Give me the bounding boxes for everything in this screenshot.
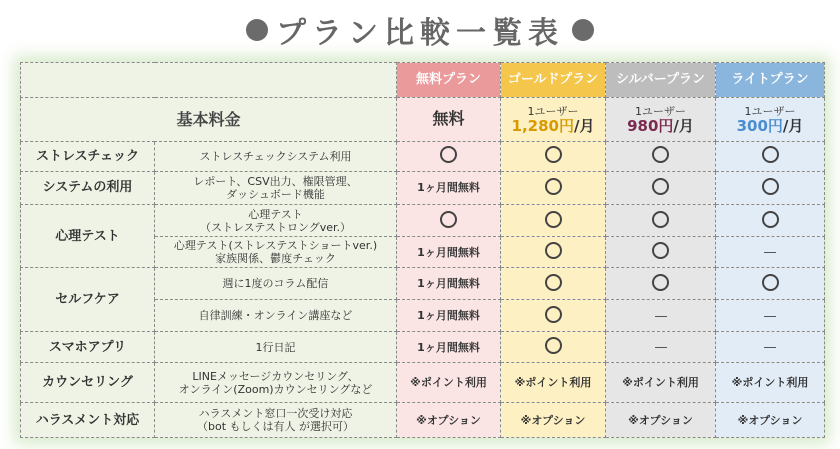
gold-cell <box>501 171 606 205</box>
free-cell <box>397 142 501 171</box>
silver-cell <box>606 268 716 300</box>
header-empty-cell <box>21 63 397 98</box>
feature-cell: 自律訓練・オンライン講座など <box>155 299 397 332</box>
base-fee-gold <box>501 97 606 142</box>
available-icon <box>762 211 779 228</box>
category-cell: システムの利用 <box>21 171 155 205</box>
available-icon <box>652 146 669 163</box>
free-cell: 1ヶ月間無料 <box>397 268 501 300</box>
lite-cell <box>716 299 825 332</box>
plan-header-silver: シルバープラン <box>606 63 716 98</box>
unavailable-dash-icon <box>764 252 776 253</box>
plan-header-gold: ゴールドプラン <box>501 63 606 98</box>
available-icon <box>440 146 457 163</box>
gold-cell <box>501 332 606 362</box>
table-row <box>21 332 825 362</box>
available-icon <box>652 211 669 228</box>
gold-price: 1,280円/月 <box>511 116 595 135</box>
free-cell: 1ヶ月間無料 <box>397 299 501 332</box>
category-cell: ストレスチェック <box>21 142 155 171</box>
available-icon <box>545 337 562 354</box>
plan-header-lite: ライトプラン <box>716 63 825 98</box>
gold-price-value: 1,280円 <box>511 116 574 135</box>
unavailable-dash-icon <box>655 316 667 317</box>
silver-cell: ※ポイント利用 <box>606 362 716 403</box>
title-text: プラン比較一覧表 <box>276 16 564 51</box>
base-fee-label: 基本料金 <box>21 97 397 142</box>
bullet-icon <box>246 19 268 41</box>
gold-cell <box>501 142 606 171</box>
lite-price: 300円/月 <box>736 116 804 135</box>
feature-cell: レポート、CSV出力、権限管理、 ダッシュボード機能 <box>155 171 397 205</box>
feature-cell: LINEメッセージカウンセリング、 オンライン(Zoom)カウンセリングなど <box>155 362 397 403</box>
gold-cell <box>501 299 606 332</box>
silver-price: 980円/月 <box>627 116 694 135</box>
available-icon <box>545 242 562 259</box>
category-cell: ハラスメント対応 <box>21 403 155 438</box>
category-cell: カウンセリング <box>21 362 155 403</box>
free-cell: ※ポイント利用 <box>397 362 501 403</box>
lite-cell: ※オプション <box>716 403 825 438</box>
silver-cell <box>606 205 716 237</box>
available-icon <box>440 211 457 228</box>
available-icon <box>545 146 562 163</box>
free-cell: 1ヶ月間無料 <box>397 171 501 205</box>
lite-cell <box>716 268 825 300</box>
comparison-table-container <box>20 62 824 438</box>
plan-comparison-table <box>20 62 825 438</box>
feature-cell: 1行日記 <box>155 332 397 362</box>
silver-cell <box>606 236 716 268</box>
available-icon <box>545 211 562 228</box>
base-fee-silver <box>606 97 716 142</box>
available-icon <box>762 274 779 291</box>
available-icon <box>545 274 562 291</box>
table-row <box>21 171 825 205</box>
unavailable-dash-icon <box>655 347 667 348</box>
available-icon <box>762 146 779 163</box>
table-row <box>21 142 825 171</box>
feature-cell: ハラスメント窓口一次受け対応 （bot もしくは有人 が選択可） <box>155 403 397 438</box>
silver-cell <box>606 171 716 205</box>
unavailable-dash-icon <box>764 347 776 348</box>
feature-cell: 心理テスト(ストレステストショートver.) 家族関係、鬱度チェック <box>155 236 397 268</box>
silver-cell <box>606 142 716 171</box>
page-title <box>0 8 840 52</box>
silver-cell <box>606 332 716 362</box>
free-cell <box>397 205 501 237</box>
feature-cell: 週に1度のコラム配信 <box>155 268 397 300</box>
gold-cell <box>501 268 606 300</box>
table-row <box>21 362 825 403</box>
lite-price-value: 300円 <box>736 116 783 135</box>
free-price: 無料 <box>432 108 465 128</box>
lite-cell: ※ポイント利用 <box>716 362 825 403</box>
available-icon <box>652 178 669 195</box>
available-icon <box>545 306 562 323</box>
per-user-label: 1ユーザー <box>635 104 686 118</box>
lite-cell <box>716 142 825 171</box>
gold-cell: ※オプション <box>501 403 606 438</box>
per-user-label: 1ユーザー <box>527 104 579 118</box>
table-row <box>21 205 825 237</box>
available-icon <box>652 274 669 291</box>
table-row <box>21 268 825 300</box>
free-cell: ※オプション <box>397 403 501 438</box>
available-icon <box>762 178 779 195</box>
category-cell: 心理テスト <box>21 205 155 268</box>
table-row <box>21 403 825 438</box>
silver-cell <box>606 299 716 332</box>
gold-cell <box>501 236 606 268</box>
plan-header-row <box>21 63 825 98</box>
lite-cell <box>716 205 825 237</box>
table-row <box>21 97 825 142</box>
lite-cell <box>716 332 825 362</box>
gold-cell: ※ポイント利用 <box>501 362 606 403</box>
base-fee-free <box>397 97 501 142</box>
free-cell: 1ヶ月間無料 <box>397 332 501 362</box>
lite-cell <box>716 171 825 205</box>
feature-cell: 心理テスト （ストレステストロングver.） <box>155 205 397 237</box>
feature-cell: ストレスチェックシステム利用 <box>155 142 397 171</box>
silver-cell: ※オプション <box>606 403 716 438</box>
category-cell: スマホアプリ <box>21 332 155 362</box>
category-cell: セルフケア <box>21 268 155 332</box>
unavailable-dash-icon <box>764 316 776 317</box>
gold-cell <box>501 205 606 237</box>
lite-cell <box>716 236 825 268</box>
plan-header-free: 無料プラン <box>397 63 501 98</box>
per-user-label: 1ユーザー <box>744 104 796 118</box>
base-fee-lite <box>716 97 825 142</box>
available-icon <box>652 242 669 259</box>
available-icon <box>545 178 562 195</box>
free-cell: 1ヶ月間無料 <box>397 236 501 268</box>
silver-price-value: 980円 <box>627 116 674 135</box>
bullet-icon <box>572 19 594 41</box>
